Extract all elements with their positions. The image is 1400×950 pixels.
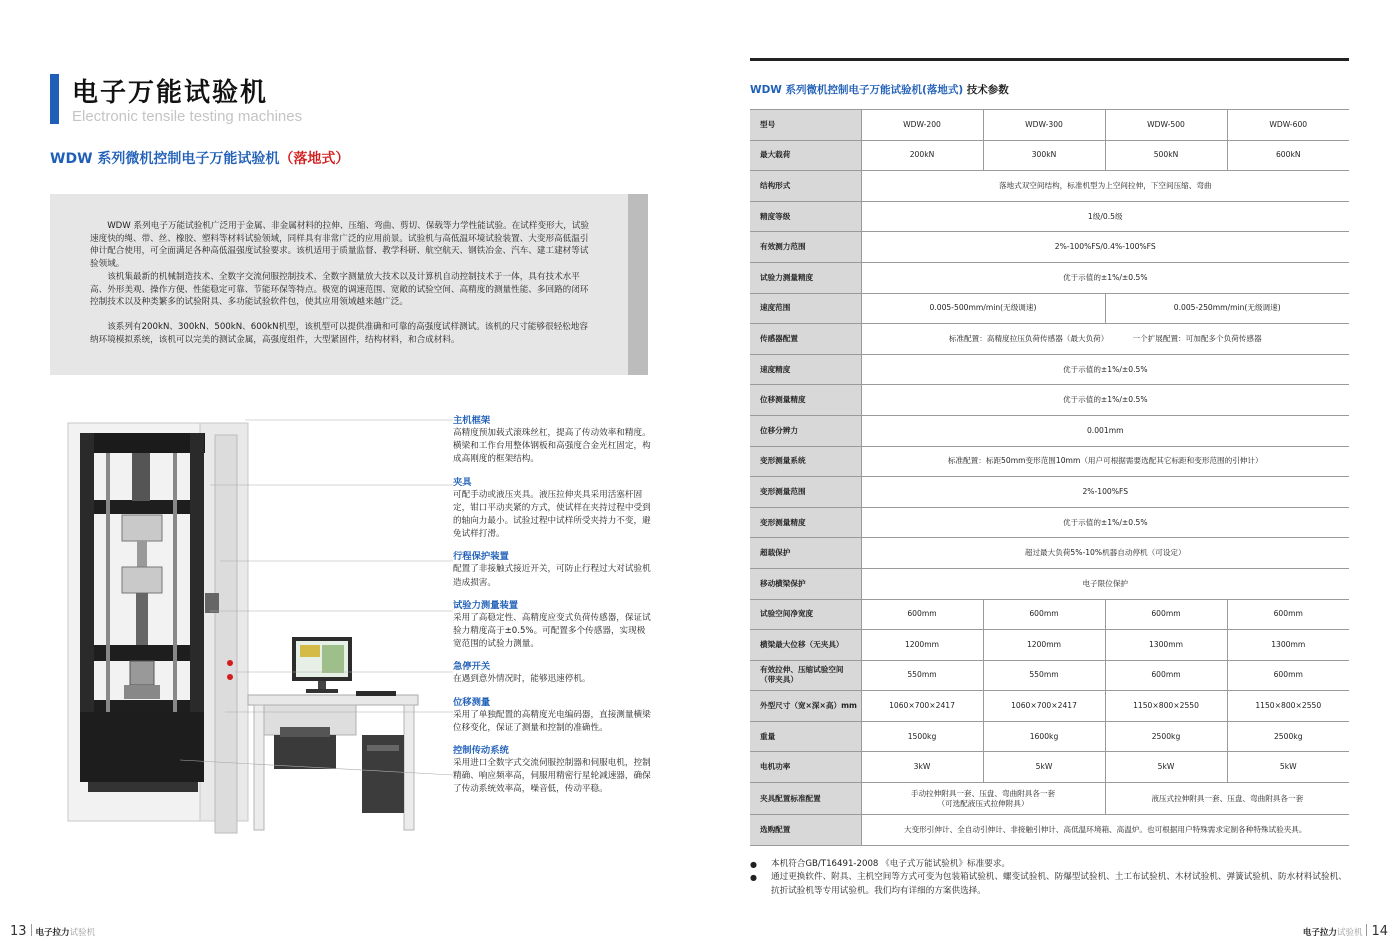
cell: 1300mm [1105,630,1227,661]
cell: 1600kg [983,721,1105,752]
cell: WDW-600 [1227,110,1349,141]
cell: 600mm [1105,599,1227,630]
footer-divider [31,924,32,936]
row-label: 超载保护 [750,538,861,569]
intro-text [90,220,590,346]
table-row [750,201,1349,232]
row-label: 型号 [750,110,861,141]
table-row [750,140,1349,171]
spec-table [750,109,1349,846]
cell: 200kN [861,140,983,171]
row-label: 精度等级 [750,201,861,232]
cell: 1500kg [861,721,983,752]
feature-drive-system [453,744,653,797]
feature-fixture [453,476,653,542]
table-row [750,171,1349,202]
spec-title-suffix: 技术参数 [963,84,1009,96]
cell: 1060×700×2417 [861,691,983,722]
cell: 5kW [1227,752,1349,783]
table-row [750,232,1349,263]
feature-title: 位移测量 [453,696,491,708]
cell: 0.005-500mm/min(无级调速) [861,293,1105,324]
cell-line: （可选配液压式拉伸附具） [937,798,1029,808]
page-number: 13 [10,924,27,939]
row-label: 位移分辨力 [750,415,861,446]
feature-desc: 可配手动或液压夹具。液压拉伸夹具采用活塞杆固定，钳口平动夹紧的方式，使试样在夹持过程中受到的轴向力最小。试验过程中试样所受夹持力不变，避免试样打滑。 [453,489,651,540]
row-label: 结构形式 [750,171,861,202]
feature-title: 主机框架 [453,415,491,426]
footer-divider [1366,924,1367,936]
cell: 1150×800×2550 [1227,691,1349,722]
row-label: 夹具配置标准配置 [750,783,861,815]
row-label: 位移测量精度 [750,385,861,416]
cell: 1300mm [1227,630,1349,661]
page-number: 14 [1371,924,1388,939]
cell: 液压式拉伸附具一套、压盘、弯曲附具各一套 [1105,783,1349,815]
section-title [50,148,349,168]
feature-desc: 高精度预加载式滚珠丝杠，提高了传动效率和精度。横梁和工作台用整体钢板和高强度合金光杠固定，构成高刚度的框架结构。 [453,428,651,465]
feature-title: 试验力测量装置 [453,599,519,611]
intro-box [50,194,648,375]
table-row [750,721,1349,752]
cell: 2%-100%FS [861,477,1349,508]
cell: 优于示值的±1%/±0.5% [861,507,1349,538]
feature-emergency-stop [453,660,653,686]
row-label: 变形测量范围 [750,477,861,508]
title-accent-bar [50,74,59,124]
row-label: 变形测量系统 [750,446,861,477]
cell: 2%-100%FS/0.4%-100%FS [861,232,1349,263]
top-rule [750,58,1349,61]
footer-label-light: 试验机 [69,928,96,938]
page-number-left [10,924,95,939]
cell: 3kW [861,752,983,783]
feature-title: 控制传动系统 [453,745,509,757]
feature-displacement [453,696,653,735]
cell: 550mm [861,660,983,691]
row-label: 变形测量精度 [750,507,861,538]
cell: 600mm [1227,599,1349,630]
section-title-suffix: （落地式） [279,151,350,167]
cell: 600mm [1105,660,1227,691]
spec-table-title [750,82,1009,97]
intro-paragraph-1: WDW 系列电子万能试验机广泛用于金属、非金属材料的拉伸、压缩、弯曲、剪切、保载等力学性能试验。在试样变形大，试验速度快的绳、带、丝、橡胶、塑料等材料试验领域，同样具有非常广泛的应用前景。试验机与高低温环境试验装置、大变形高低温引伸计配合使用，可全面满足各种高低温强度试验要求。该机适用于质量监督、教学科研、航空航天、钢铁冶金、汽车、建工建材等试验领域。 [90,221,590,270]
note-item: ● 本机符合GB/T16491-2008 《电子式万能试验机》标准要求。 [750,858,1350,871]
cell: 1200mm [861,630,983,661]
footer-label-light: 试验机 [1336,928,1363,938]
row-label: 电机功率 [750,752,861,783]
table-row [750,354,1349,385]
table-row [750,691,1349,722]
cell: 大变形引伸计、全自动引伸计、非接触引伸计、高低温环境箱、高温炉。也可根据用户特殊需求定制各种特殊试验夹具。 [861,815,1349,846]
feature-title: 夹具 [453,476,472,488]
intro-paragraph-3: 该系列有200kN、300kN、500kN、600kN机型，该机型可以提供准确和可靠的高强度试样测试。该机的尺寸能够很轻松地容纳环境模拟系统，该机可以完美的测试金属，高强度组件，大型紧固件，结构材料，和合成材料。 [90,321,588,345]
cell: 5kW [1105,752,1227,783]
row-label: 横梁最大位移（无夹具） [750,630,861,661]
table-row [750,293,1349,324]
feature-travel-protection [453,550,653,589]
cell: 2500kg [1105,721,1227,752]
table-row [750,262,1349,293]
table-row [750,815,1349,846]
cell: 600kN [1227,140,1349,171]
row-label: 有效测力范围 [750,232,861,263]
notes-list [750,858,1350,898]
table-row [750,110,1349,141]
intro-paragraph-2: 该机集最新的机械制造技术、全数字交流伺服控制技术、全数字测量放大技术以及计算机自动控制技术于一体，具有技术水平高、外形美观、操作方便、性能稳定可靠、节能环保等特点。极宽的调速范围、宽敞的试验空间、高精度的测量性能、多回路的闭环控制技术以及种类繁多的试验附具、多功能试验软件包，使其应用领域越来越广泛。 [90,271,589,308]
cell: 落地式双空间结构，标准机型为上空间拉伸，下空间压缩、弯曲 [861,171,1349,202]
cell: 标准配置：高精度拉压负荷传感器（最大负荷） 一个扩展配置：可加配多个负荷传感器 [861,324,1349,355]
table-row [750,477,1349,508]
spec-title-main: WDW 系列微机控制电子万能试验机(落地式) [750,84,964,96]
cell: 2500kg [1227,721,1349,752]
cell-line: 手动拉伸附具一套、压盘、弯曲附具各一套 [910,788,1056,798]
cell: 600mm [983,599,1105,630]
row-label: 试验力测量精度 [750,262,861,293]
cell: 600mm [1227,660,1349,691]
feature-desc: 在遇到意外情况时，能够迅速停机。 [453,674,591,685]
cell: WDW-500 [1105,110,1227,141]
table-row [750,324,1349,355]
cell: 500kN [1105,140,1227,171]
row-label: 有效拉伸、压缩试验空间（带夹具） [750,660,861,691]
table-row [750,660,1349,691]
intro-box-side-strip [628,194,648,375]
cell: 标准配置：标距50mm变形范围10mm（用户可根据需要选配其它标距和变形范围的引伸计） [861,446,1349,477]
cell: 1150×800×2550 [1105,691,1227,722]
feature-title: 急停开关 [453,661,491,673]
cell: 1200mm [983,630,1105,661]
page-subtitle: Electronic tensile testing machines [72,108,303,125]
cell: WDW-200 [861,110,983,141]
row-label: 速度精度 [750,354,861,385]
row-label: 移动横梁保护 [750,568,861,599]
table-row [750,630,1349,661]
row-label: 传感器配置 [750,324,861,355]
feature-desc: 采用了单独配置的高精度光电编码器，直接测量横梁位移变化，保证了测量和控制的准确性。 [453,709,651,733]
table-row [750,385,1349,416]
page-title: 电子万能试验机 [72,78,269,108]
cell: 600mm [861,599,983,630]
cell: 1060×700×2417 [983,691,1105,722]
section-title-main: WDW 系列微机控制电子万能试验机 [50,151,280,167]
feature-list [453,414,653,806]
cell: WDW-300 [983,110,1105,141]
table-row [750,415,1349,446]
row-label: 最大载荷 [750,140,861,171]
row-label: 外型尺寸（宽×深×高）mm [750,691,861,722]
table-row [750,568,1349,599]
row-label: 选购配置 [750,815,861,846]
table-row [750,538,1349,569]
table-row [750,783,1349,815]
cell: 优于示值的±1%/±0.5% [861,385,1349,416]
footer-label-bold: 电子拉力 [1302,928,1337,938]
feature-force-measurement [453,599,653,652]
table-row [750,446,1349,477]
table-row [750,507,1349,538]
cell: 1级/0.5级 [861,201,1349,232]
feature-desc: 配置了非接触式接近开关，可防止行程过大对试验机造成损害。 [453,564,651,588]
page-number-right [1303,924,1388,939]
note-item: ● 通过更换软件、附具、主机空间等方式可变为包装箱试验机、螺变试验机、防爆型试验机、土工布试验机、木材试验机、弹簧试验机、防水材料试验机、抗折试验机等专用试验机。我们均有详细的方案供选择。 [750,871,1350,898]
cell: 5kW [983,752,1105,783]
cell: 550mm [983,660,1105,691]
cell: 0.001mm [861,415,1349,446]
cell: 0.005-250mm/min(无级调速) [1105,293,1349,324]
row-label: 速度范围 [750,293,861,324]
footer-label-bold: 电子拉力 [35,928,70,938]
feature-main-frame [453,414,653,467]
cell: 优于示值的±1%/±0.5% [861,262,1349,293]
cell: 电子限位保护 [861,568,1349,599]
table-row [750,752,1349,783]
feature-title: 行程保护装置 [453,551,509,563]
feature-desc: 采用了高稳定性、高精度应变式负荷传感器，保证试验力精度高于±0.5%。可配置多个传感器，实现极宽范围的试验力测量。 [453,612,651,650]
cell [861,783,1105,815]
feature-desc: 采用进口全数字式交流伺服控制器和伺服电机，控制精确、响应频率高，伺服用精密行星轮减速器，确保了传动系统效率高，噪音低，传动平稳。 [453,758,651,795]
row-label: 试验空间净宽度 [750,599,861,630]
cell: 300kN [983,140,1105,171]
table-row [750,599,1349,630]
testing-machine-illustration [60,405,460,845]
row-label: 重量 [750,721,861,752]
cell: 超过最大负荷5%-10%机器自动停机（可设定） [861,538,1349,569]
cell: 优于示值的±1%/±0.5% [861,354,1349,385]
